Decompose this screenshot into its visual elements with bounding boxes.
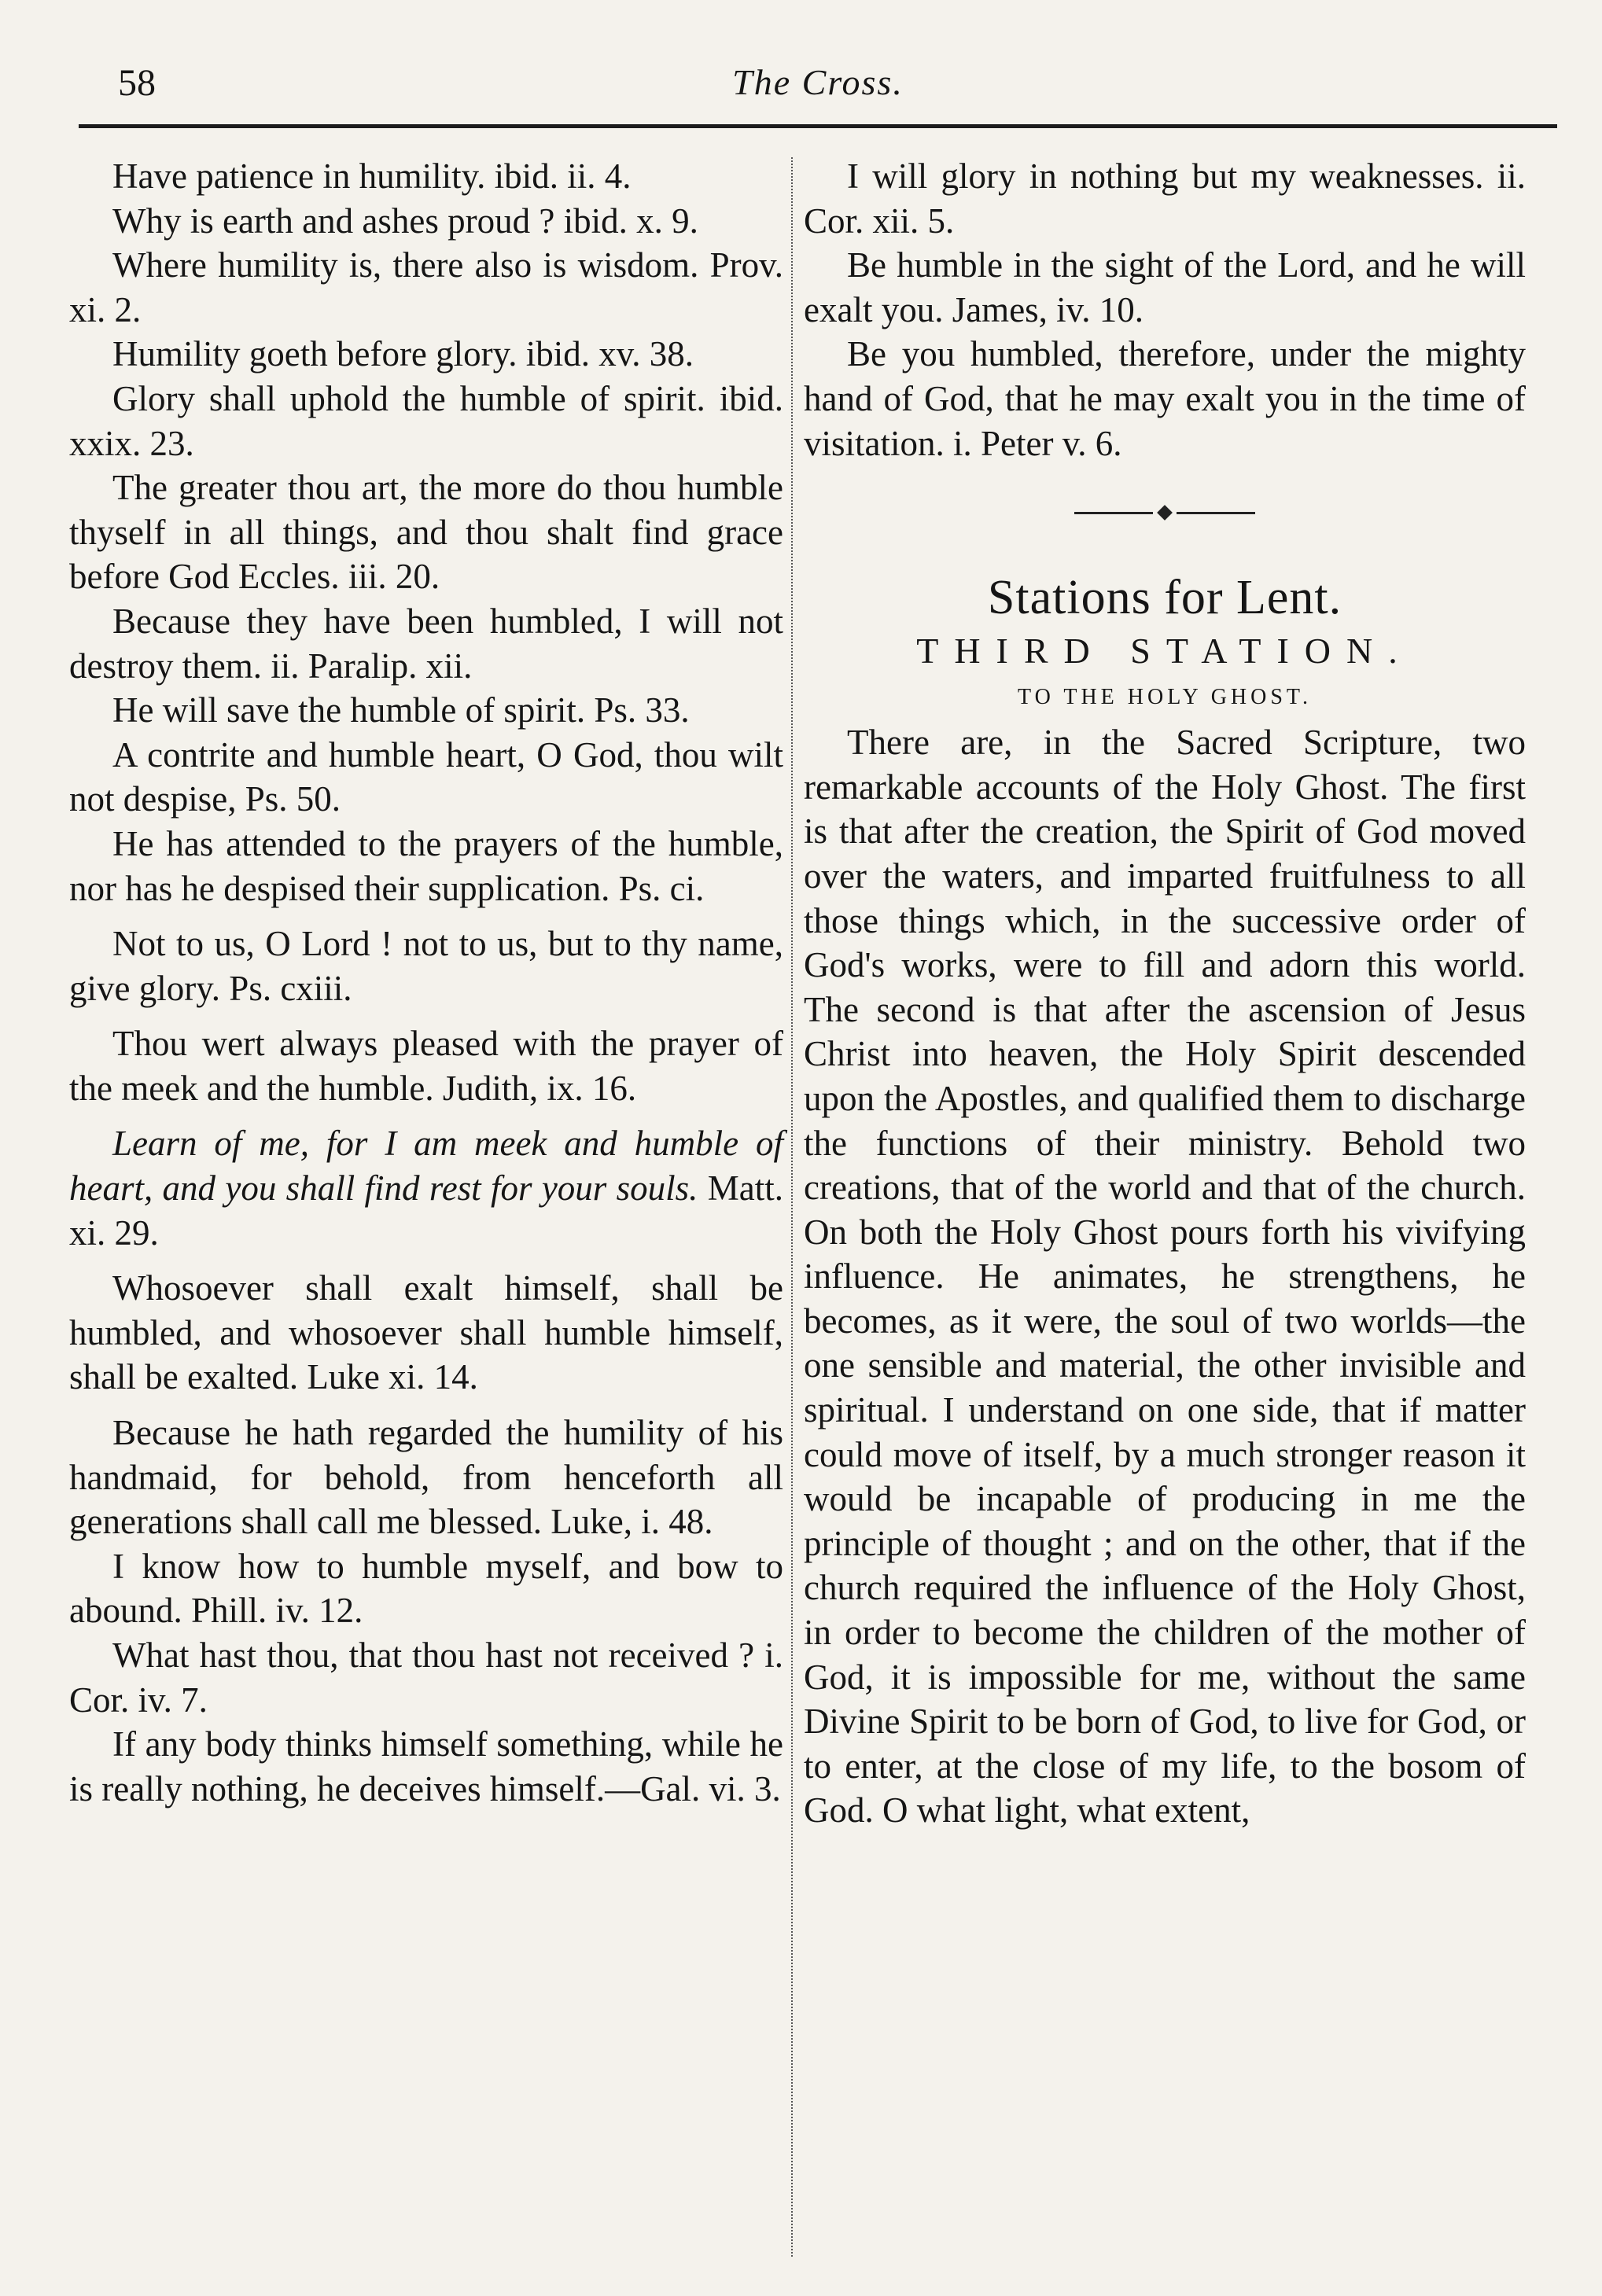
left-column	[69, 154, 783, 1811]
page-number: 58	[118, 62, 156, 104]
scripture-entry: Glory shall uphold the humble of spirit. ibid. xxix. 23.	[69, 378, 783, 463]
scripture-quote-italic: Learn of me, for I am meek and humble of heart, and you shall find rest for your souls.	[69, 1124, 783, 1209]
right-column	[804, 154, 1526, 1833]
ornament-line	[1074, 512, 1153, 514]
scripture-entry: Be you humbled, therefore, under the mighty hand of God, that he may exalt you in the time of visitation. i. Peter v. 6.	[804, 334, 1526, 463]
scripture-entry: Because he hath regarded the humility of his handmaid, for behold, from henceforth all generations shall call me blessed. Luke, i. 48.	[69, 1413, 783, 1542]
scripture-entry: Why is earth and ashes proud ? ibid. x. 9.	[112, 201, 698, 241]
scripture-entry: I will glory in nothing but my weaknesses. ii. Cor. xii. 5.	[804, 156, 1526, 241]
scripture-entry: A contrite and humble heart, O God, thou wilt not despise, Ps. 50.	[69, 734, 783, 819]
page-header	[87, 61, 1549, 109]
scripture-reference: Matt. xi. 29.	[69, 1168, 784, 1253]
scripture-entry: Whosoever shall exalt himself, shall be humbled, and whosoever shall humble himself, shall be exalted. Luke xi. 14.	[69, 1268, 783, 1397]
header-rule	[79, 124, 1557, 128]
scripture-entry	[69, 1121, 783, 1255]
scripture-entry: What hast thou, that thou hast not received ? i. Cor. iv. 7.	[69, 1636, 783, 1720]
scripture-entry: Because they have been humbled, I will not destroy them. ii. Paralip. xii.	[69, 601, 783, 686]
scripture-entry: He has attended to the prayers of the humble, nor has he despised their supplication. Ps. ci.	[69, 823, 783, 908]
scripture-entry: Where humility is, there also is wisdom. Prov. xi. 2.	[69, 245, 783, 329]
scripture-entry: Not to us, O Lord ! not to us, but to thy name, give glory. Ps. cxiii.	[69, 924, 783, 1008]
section-body: There are, in the Sacred Scripture, two remarkable accounts of the Holy Ghost. The first is that after the creation, the Spirit of God moved over the waters, and imparted fruitfulness to all those things which, in the successive order of God's works, were to fill and adorn this world. The second is that after the ascension of Jesus Christ into heaven, the Holy Spirit descended upon the Apostles, and qualified them to discharge the functions of their ministry. Behold two creations, that of the world and that of the church. On both the Holy Ghost pours forth his vivifying influence. He animates, he strengthens, he becomes, as it were, the soul of two worlds—the one sensible and material, the other invisible and spiritual. I understand on one side, that if matter could move of itself, by a much stronger reason it would be incapable of producing in me the principle of thought ; and on the other, that if the church required the influence of the Holy Ghost, in order to become the children of the mother of God, it is impossible for me, without the same Divine Spirit to be born of God, to live for God, or to enter, at the close of my life, to the bosom of God. O what light, what extent,	[804, 723, 1526, 1831]
scripture-entry: The greater thou art, the more do thou humble thyself in all things, and thou shalt find grace before God Eccles. iii. 20.	[69, 468, 783, 597]
ornament-diamond-icon	[1157, 505, 1173, 521]
scripture-entry: I know how to humble myself, and bow to abound. Phill. iv. 12.	[69, 1546, 783, 1631]
running-title: The Cross.	[732, 62, 904, 102]
ornament-line	[1177, 512, 1255, 514]
scripture-entry: He will save the humble of spirit. Ps. 33.	[112, 690, 690, 730]
scripture-entry: Be humble in the sight of the Lord, and he will exalt you. James, iv. 10.	[804, 245, 1526, 329]
section-dedication: TO THE HOLY GHOST.	[1018, 685, 1312, 710]
scripture-entry: If any body thinks himself something, while he is really nothing, he deceives himself.—Gal. vi. 3.	[69, 1724, 783, 1808]
scripture-entry: Have patience in humility. ibid. ii. 4.	[112, 156, 632, 196]
scripture-entry: Thou wert always pleased with the prayer of the meek and the humble. Judith, ix. 16.	[69, 1024, 783, 1108]
scripture-entry: Humility goeth before glory. ibid. xv. 38.	[112, 334, 694, 374]
column-divider	[791, 157, 793, 2257]
section-ornament	[804, 465, 1526, 560]
section-title: Stations for Lent.	[987, 571, 1342, 625]
section-subtitle: THIRD STATION.	[916, 631, 1413, 672]
